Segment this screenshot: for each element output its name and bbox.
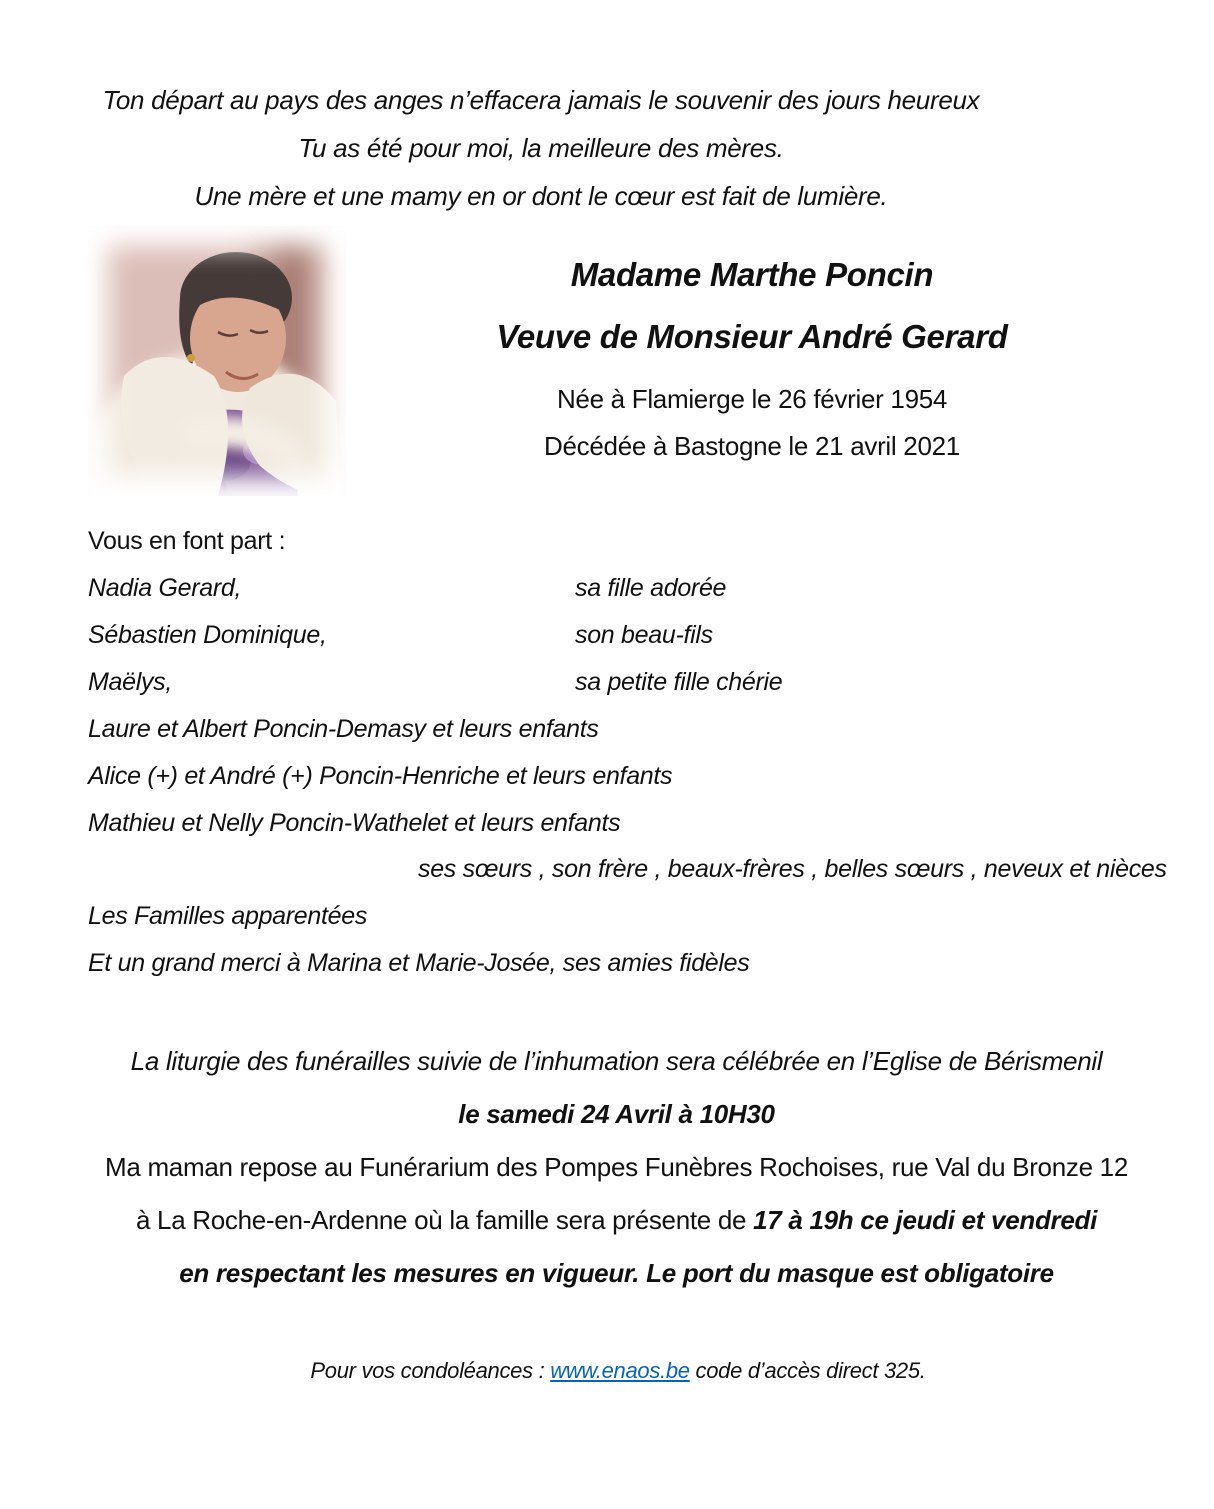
relative-name: Maëlys, [88, 668, 173, 696]
family-line: Alice (+) et André (+) Poncin-Henriche et leurs enfants [88, 762, 673, 790]
announcement-intro: Vous en font part : [88, 527, 286, 555]
visiting-hours-line [88, 1205, 1145, 1236]
relative-row [88, 668, 783, 697]
deceased-name: Madame Marthe Poncin [570, 256, 934, 293]
thanks-line: Et un grand merci à Marina et Marie-Josée, ses amies fidèles [88, 949, 750, 977]
relative-relation: son beau-fils [575, 621, 713, 649]
visit-prefix: à La Roche-en-Ardenne où la famille sera présente de [135, 1205, 754, 1235]
covid-measures-line: en respectant les mesures en vigueur. Le port du masque est obligatoire [179, 1258, 1054, 1288]
memorial-quote [88, 76, 994, 220]
death-line: Décédée à Bastogne le 21 avril 2021 [544, 431, 960, 461]
ceremony-datetime: le samedi 24 Avril à 10H30 [458, 1099, 775, 1129]
enaos-link[interactable]: www.enaos.be [550, 1358, 690, 1383]
condolences-prefix: Pour vos condoléances : [310, 1358, 551, 1383]
relative-row [88, 621, 713, 650]
family-line: Mathieu et Nelly Poncin-Wathelet et leurs enfants [88, 809, 621, 837]
quote-line-3: Une mère et une mamy en or dont le cœur est fait de lumière. [194, 181, 888, 211]
relative-relation: sa fille adorée [575, 574, 727, 602]
condolences-line [88, 1358, 1148, 1384]
portrait-photo [88, 226, 346, 496]
quote-line-2: Tu as été pour moi, la meilleure des mères. [298, 133, 784, 163]
family-line: Laure et Albert Poncin-Demasy et leurs enfants [88, 715, 599, 743]
visit-hours: 17 à 19h ce jeudi et vendredi [753, 1205, 1098, 1235]
relative-name: Nadia Gerard, [88, 574, 242, 602]
relative-row [88, 574, 727, 603]
related-families-line: Les Familles apparentées [88, 902, 368, 930]
repose-line: Ma maman repose au Funérarium des Pompes Funèbres Rochoises, rue Val du Bronze 12 [105, 1152, 1128, 1182]
relative-name: Sébastien Dominique, [88, 621, 327, 649]
liturgy-line: La liturgie des funérailles suivie de l’inhumation sera célébrée en l’Eglise de Bérismenil [130, 1046, 1103, 1076]
deceased-widow-line: Veuve de Monsieur André Gerard [496, 318, 1008, 355]
quote-line-1: Ton départ au pays des anges n’effacera jamais le souvenir des jours heureux [102, 85, 980, 115]
siblings-line: ses sœurs , son frère , beaux-frères , belles sœurs , neveux et nièces [418, 855, 1167, 883]
birth-line: Née à Flamierge le 26 février 1954 [556, 384, 948, 414]
condolences-suffix: code d’accès direct 325. [689, 1358, 926, 1383]
relative-relation: sa petite fille chérie [575, 668, 783, 696]
